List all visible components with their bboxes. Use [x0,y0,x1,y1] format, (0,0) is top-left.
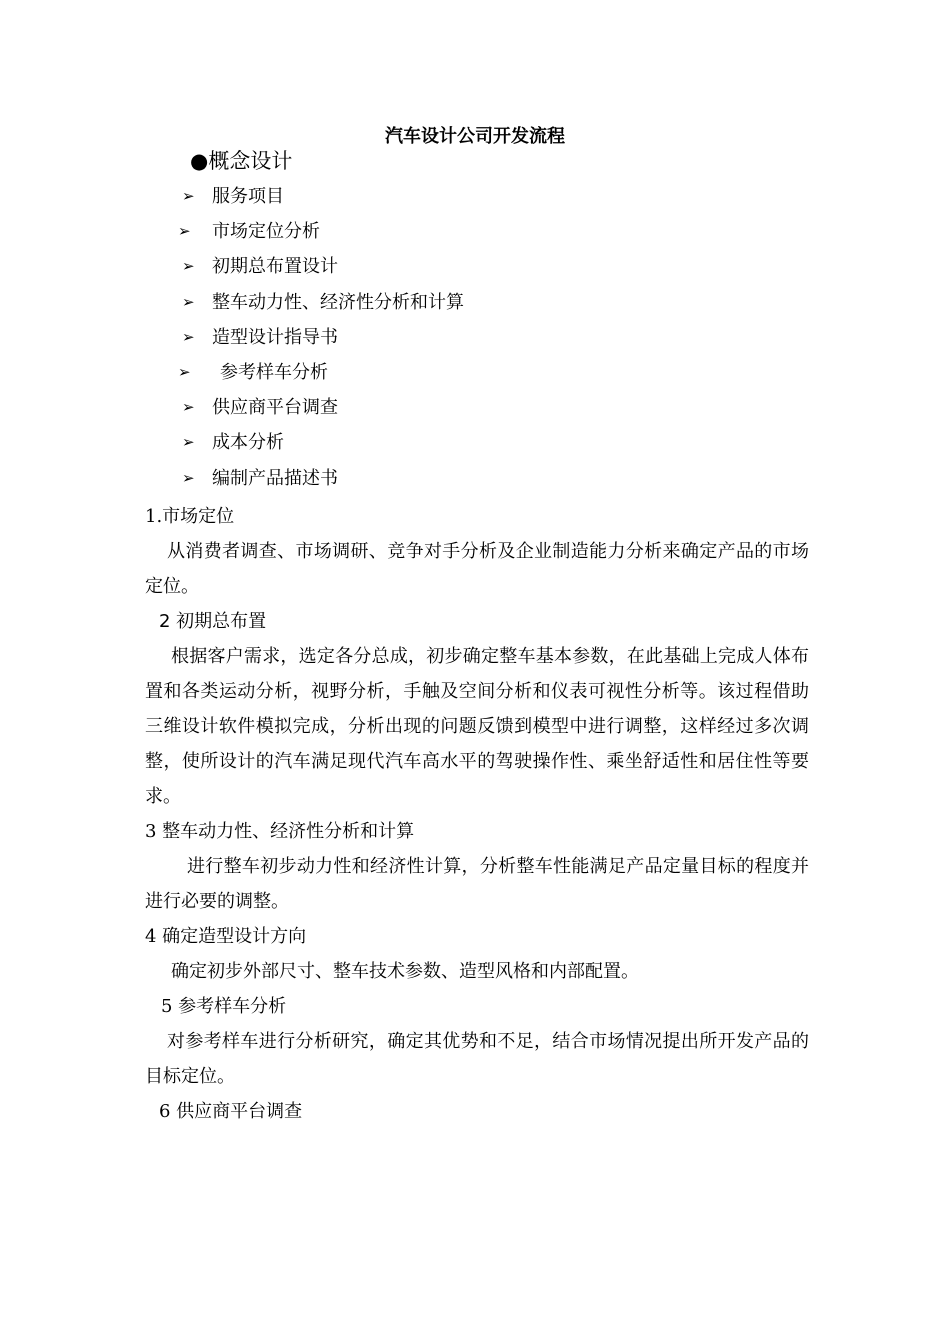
arrow-bullet-icon: ➢ [182,398,195,417]
section-paragraph: 根据客户需求，选定各分总成，初步确定整车基本参数，在此基础上完成人体布置和各类运动分析，视野分析，手触及空间分析和仪表可视性分析等。该过程借助三维设计软件模拟完成，分析出现的问题反馈到模型中进行调整，这样经过多次调整，使所设计的汽车满足现代汽车高水平的驾驶操作性、乘坐舒适性和居住性等要求。 [145,646,809,807]
bullet-text: 整车动力性、经济性分析和计算 [212,291,464,313]
arrow-bullet-icon: ➢ [182,257,195,276]
bullet-text: 编制产品描述书 [212,467,338,489]
section-paragraph: 从消费者调查、市场调研、竞争对手分析及企业制造能力分析来确定产品的市场定位。 [145,541,809,597]
section-paragraph: 确定初步外部尺寸、整车技术参数、造型风格和内部配置。 [171,961,639,982]
bullet-text: 服务项目 [212,186,284,207]
document-body [145,499,809,1129]
arrow-bullet-icon: ➢ [182,187,195,205]
section-heading: 6 供应商平台调查 [159,1101,303,1122]
arrow-bullet-icon: ➢ [182,468,195,487]
section-heading: 3 整车动力性、经济性分析和计算 [145,821,415,842]
bullet-text: 参考样车分析 [220,361,328,383]
section-heading: 1.市场定位 [145,506,235,527]
bullet-text: 造型设计指导书 [212,326,338,348]
bullet-text: 成本分析 [212,432,284,454]
section-heading: 2 初期总布置 [159,611,267,632]
arrow-bullet-icon: ➢ [182,327,195,346]
section-heading: 5 参考样车分析 [161,996,287,1017]
section-paragraph: 进行整车初步动力性和经济性计算，分析整车性能满足产品定量目标的程度并进行必要的调整。 [145,856,809,912]
bullet-text: 供应商平台调查 [212,397,338,419]
concept-heading: ●概念设计 [190,149,293,173]
page-title: 汽车设计公司开发流程 [385,126,565,147]
bullet-text: 初期总布置设计 [212,256,338,278]
section-paragraph: 对参考样车进行分析研究，确定其优势和不足，结合市场情况提出所开发产品的目标定位。 [145,1031,809,1087]
arrow-bullet-icon: ➢ [178,362,191,381]
arrow-bullet-icon: ➢ [182,292,195,311]
section-heading: 4 确定造型设计方向 [145,926,307,947]
arrow-bullet-icon: ➢ [182,433,195,452]
arrow-bullet-icon: ➢ [178,222,191,241]
bullet-text: 市场定位分析 [212,221,320,243]
